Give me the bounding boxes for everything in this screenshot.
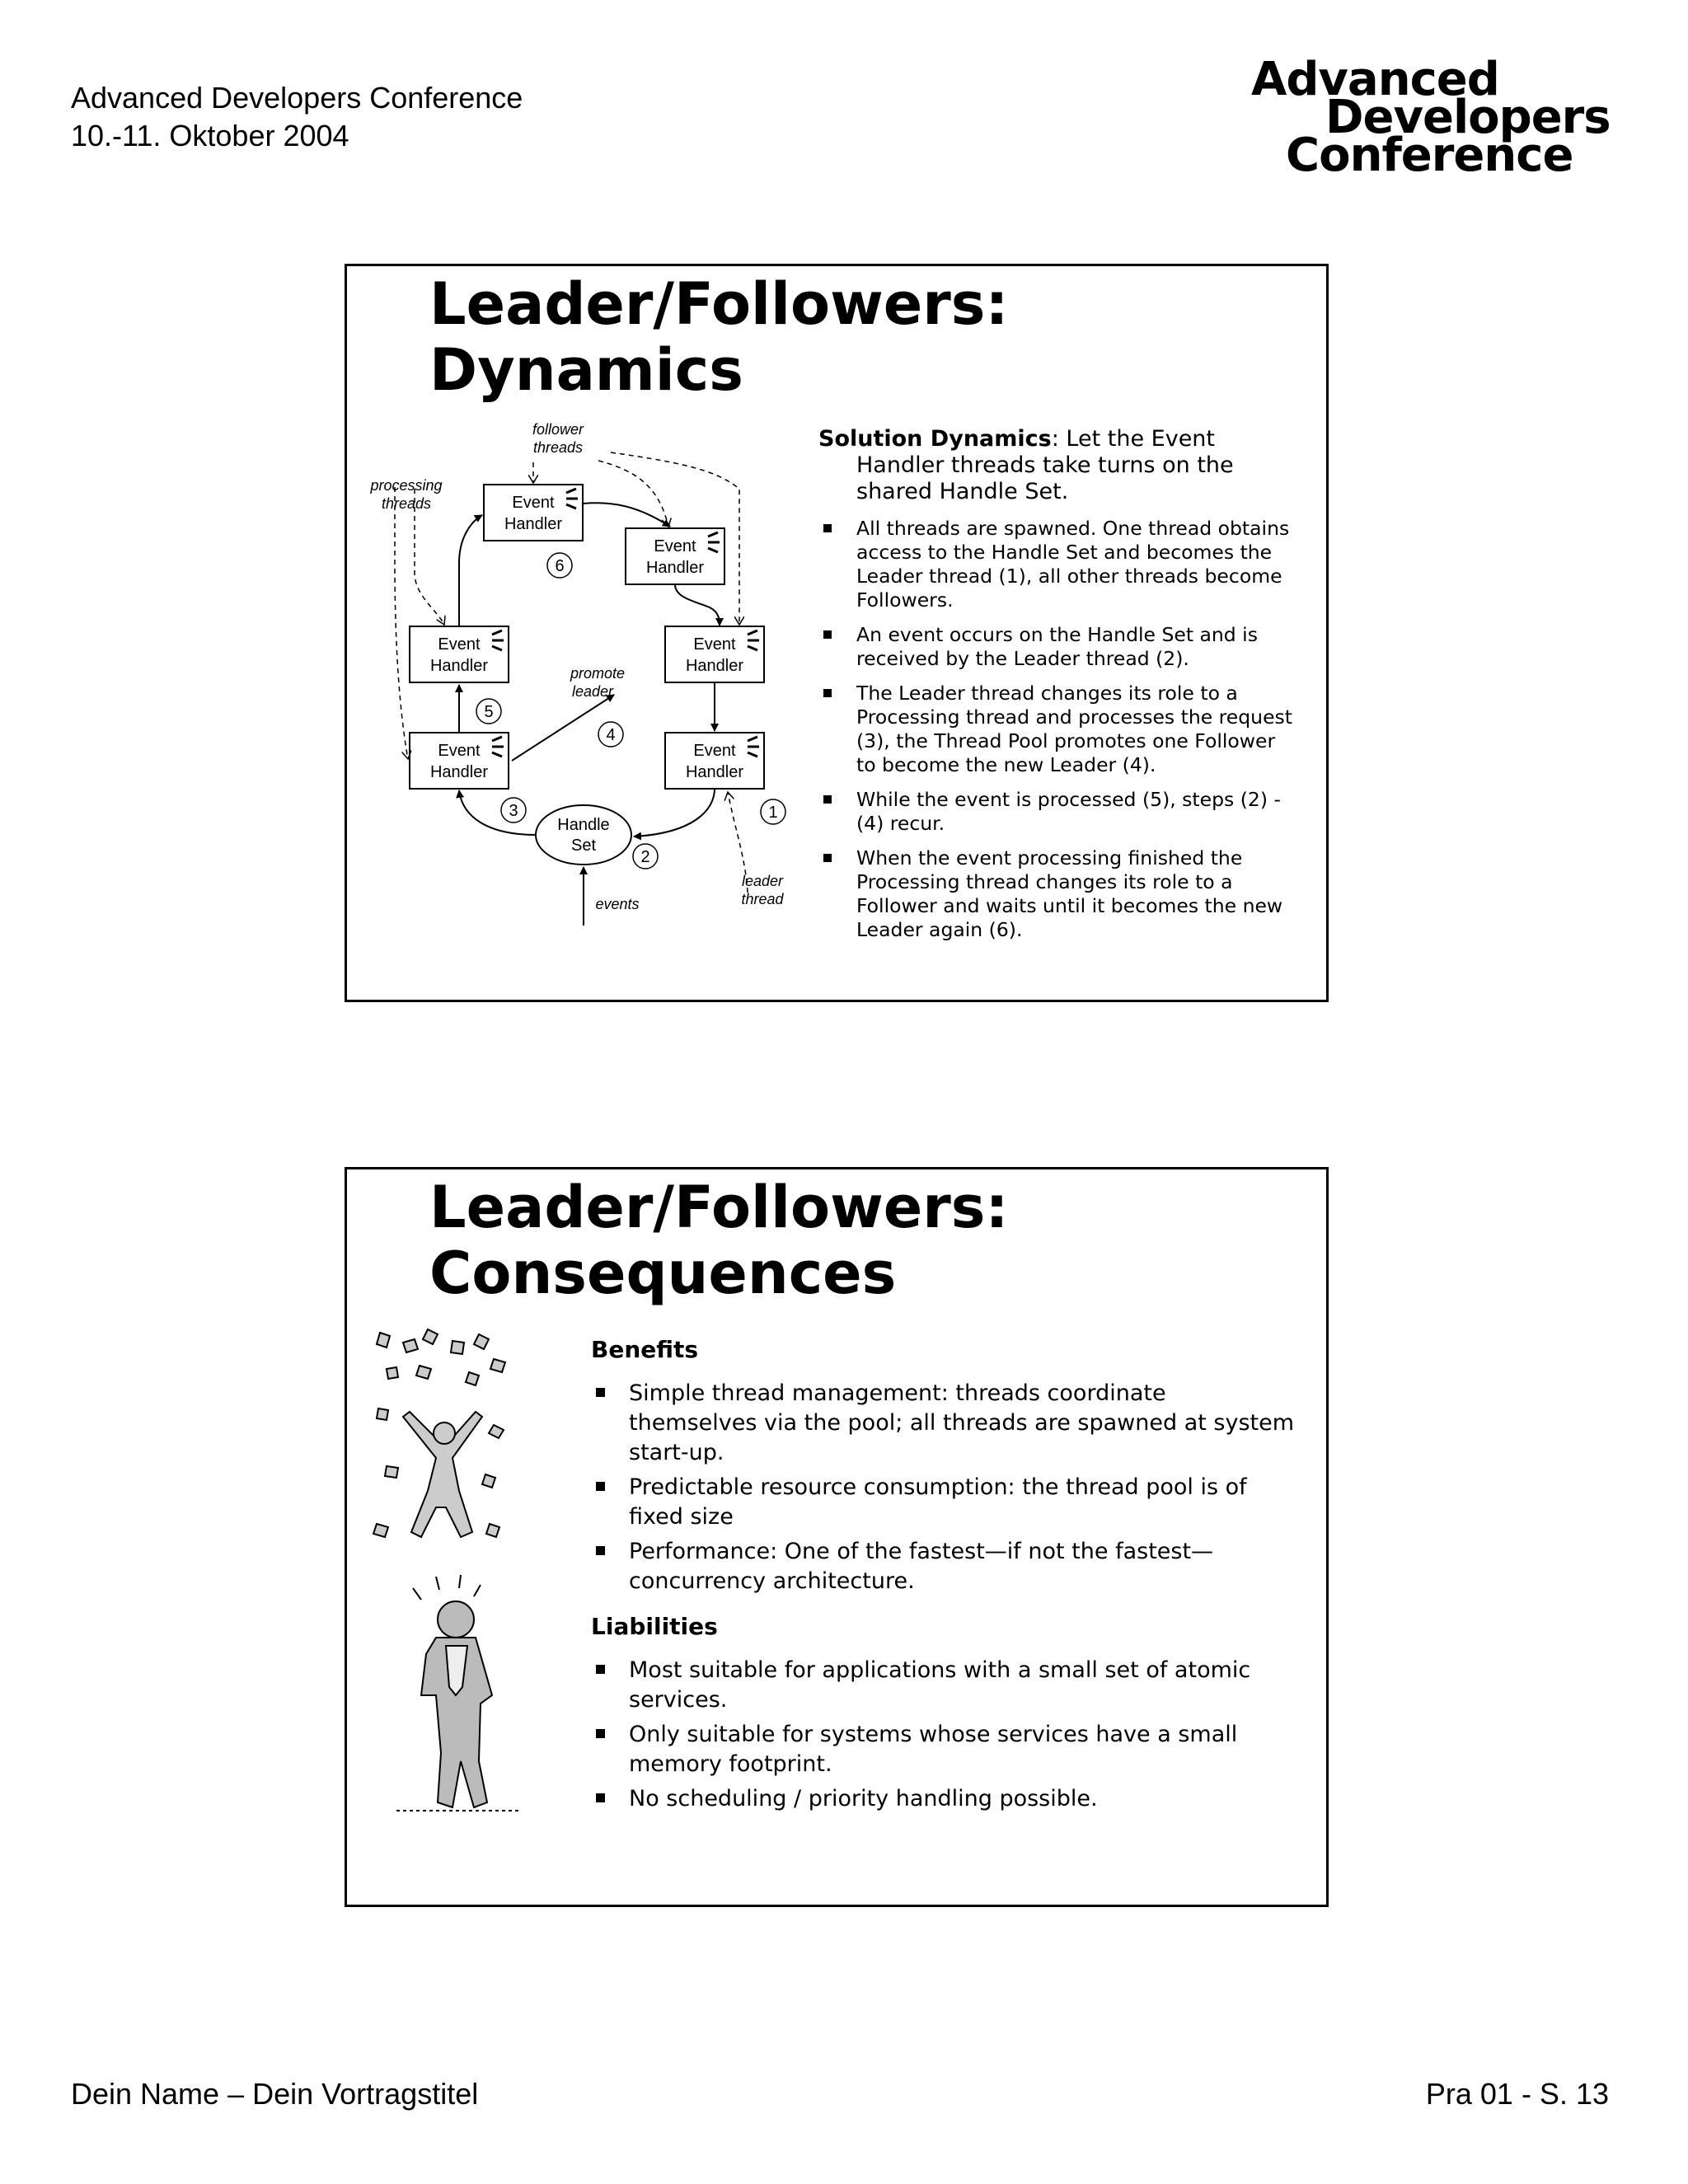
list-item: When the event processing finished the Processing thread changes its role to a Follower and waits until it becomes the new Leader again (6). <box>818 846 1296 942</box>
list-item: Only suitable for systems whose services have a small memory footprint. <box>591 1720 1300 1779</box>
thinking-man-clipart <box>388 1572 528 1819</box>
liabilities-heading: Liabilities <box>591 1613 718 1640</box>
svg-text:Set: Set <box>570 837 597 855</box>
svg-text:Handler: Handler <box>685 763 744 781</box>
svg-text:Handle: Handle <box>557 816 610 834</box>
list-item: An event occurs on the Handle Set and is received by the Leader thread (2). <box>818 623 1296 671</box>
step-5: 5 <box>484 703 494 721</box>
list-item: The Leader thread changes its role to a Processing thread and processes the request (3), the Thread Pool promotes one Follower to become the new Leader (4). <box>818 682 1296 777</box>
list-item: No scheduling / priority handling possible. <box>591 1784 1300 1814</box>
header-info <box>71 79 523 155</box>
title-line-2: Consequences <box>429 1240 897 1307</box>
slide-dynamics <box>345 264 1329 1002</box>
logo-line-1: Advanced <box>1251 53 1499 106</box>
step-1: 1 <box>768 804 778 822</box>
liabilities-list <box>591 1656 1300 1814</box>
conference-logo <box>1236 53 1624 182</box>
footer-page-number: Pra 01 - S. 13 <box>1425 2077 1609 2111</box>
dynamics-bullet-list <box>818 517 1296 942</box>
slide-consequences <box>345 1167 1329 1907</box>
step-2: 2 <box>640 848 650 866</box>
label-threads: threads <box>381 495 432 512</box>
benefits-list <box>591 1379 1300 1596</box>
list-item: While the event is processed (5), steps (2) - (4) recur. <box>818 788 1296 836</box>
svg-text:Event: Event <box>693 742 736 760</box>
benefits-heading: Benefits <box>591 1336 699 1363</box>
conference-name: Advanced Developers Conference <box>71 81 523 115</box>
list-item: Simple thread management: threads coordinate themselves via the pool; all threads are spawned at system start-up. <box>591 1379 1300 1468</box>
step-3: 3 <box>509 802 518 820</box>
footer-author-title: Dein Name – Dein Vortragstitel <box>71 2077 479 2111</box>
list-item: Most suitable for applications with a small set of atomic services. <box>591 1656 1300 1715</box>
handle-set <box>536 805 631 865</box>
title-line-1: Leader/Followers: <box>429 1174 1009 1241</box>
list-item: All threads are spawned. One thread obtains access to the Handle Set and becomes the Leader thread (1), all other threads become Followers. <box>818 517 1296 612</box>
solution-heading: Solution Dynamics <box>818 426 1052 452</box>
svg-text:Event: Event <box>512 494 555 512</box>
svg-text:Handler: Handler <box>685 657 744 675</box>
slide-title <box>429 1174 1008 1306</box>
consequences-content <box>591 1336 1300 1830</box>
solution-lead <box>818 426 1296 505</box>
list-item: Predictable resource consumption: the thread pool is of fixed size <box>591 1473 1300 1532</box>
label-follower: follower <box>532 421 584 438</box>
title-line-2: Dynamics <box>429 336 743 404</box>
svg-text:Handler: Handler <box>429 657 489 675</box>
title-line-1: Leader/Followers: <box>429 270 1009 338</box>
svg-text:Handler: Handler <box>645 559 705 577</box>
svg-text:Handler: Handler <box>504 515 563 533</box>
label-promote: promote <box>570 665 626 682</box>
conference-date: 10.-11. Oktober 2004 <box>71 119 349 152</box>
label-threads: threads <box>532 439 584 456</box>
svg-text:Handler: Handler <box>429 763 489 781</box>
svg-text:Event: Event <box>438 635 481 654</box>
solution-dynamics-text <box>818 426 1296 953</box>
step-4: 4 <box>606 726 616 744</box>
logo-line-2: Developers <box>1325 91 1611 144</box>
label-leader: leader <box>571 683 614 700</box>
list-item: Performance: One of the fastest—if not the fastest—concurrency architecture. <box>591 1537 1300 1596</box>
svg-text:Event: Event <box>654 537 696 555</box>
step-6: 6 <box>555 557 565 575</box>
svg-text:Event: Event <box>693 635 736 654</box>
label-thread: thread <box>741 891 784 907</box>
svg-text:Event: Event <box>438 742 481 760</box>
label-leader: leader <box>741 873 784 889</box>
celebrating-man-clipart <box>370 1326 518 1557</box>
solution-description: : Let the Event Handler threads take turns on the shared Handle Set. <box>856 426 1234 504</box>
logo-line-3: Conference <box>1286 129 1573 182</box>
leader-followers-diagram <box>347 266 825 912</box>
label-processing: processing <box>370 477 443 494</box>
label-events: events <box>595 896 640 912</box>
